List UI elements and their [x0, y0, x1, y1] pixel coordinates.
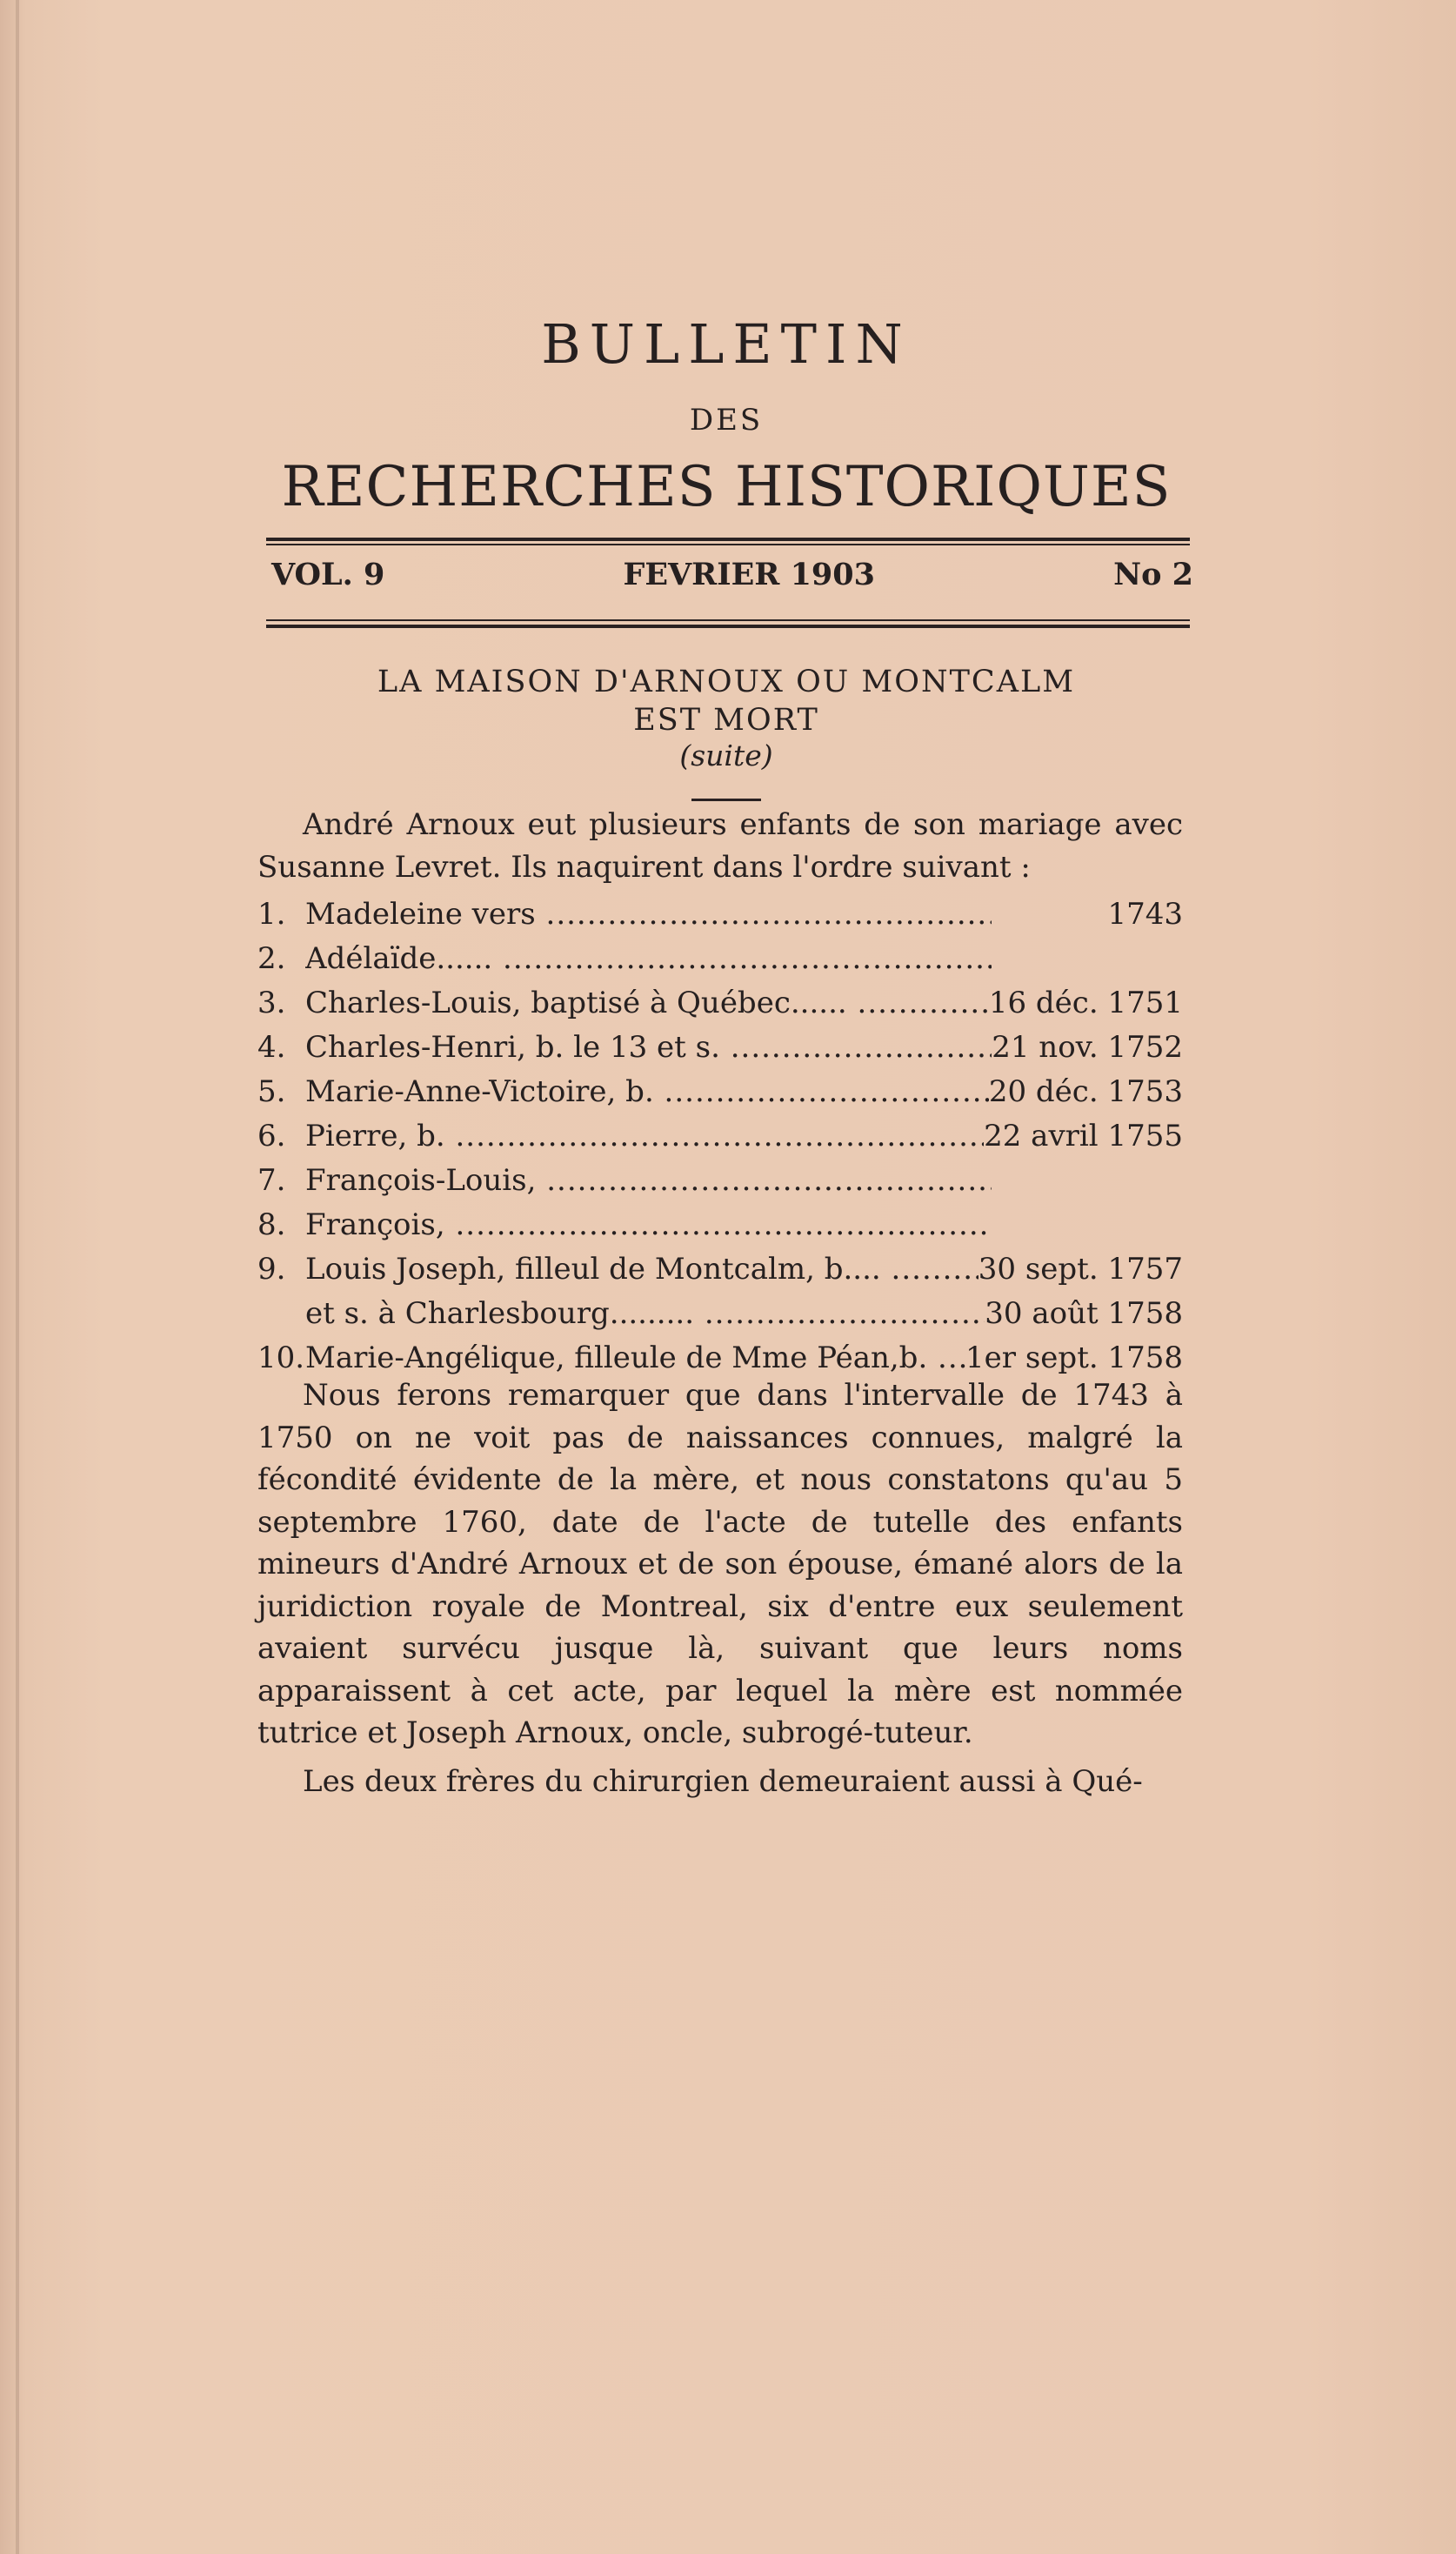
list-item [257, 1292, 1183, 1336]
header-rule-bottom [266, 625, 1190, 628]
list-item-name: Marie-Angélique, filleule de Mme Péan,b. ..... [305, 1336, 965, 1381]
list-item-name: Adélaïde...... ..... [305, 937, 992, 981]
list-item-number: 1. [257, 897, 286, 932]
list-item-date: 16 déc. 1751 [988, 986, 1183, 1020]
article-title-line1: LA MAISON D'ARNOUX OU MONTCALM [377, 665, 1076, 699]
list-item-number: 7. [257, 1163, 286, 1198]
book-gutter [16, 0, 19, 2554]
list-item [257, 1070, 1183, 1114]
list-item-name: Charles-Louis, baptisé à Québec...... ..... [305, 981, 989, 1026]
list-item-name: et s. à Charlesbourg......... ..... [257, 1292, 985, 1336]
list-item-number: 6. [257, 1119, 286, 1153]
body-paragraph-1: Nous ferons remarquer que dans l'intervalle de 1743 à 1750 on ne voit pas de naissances connues, malgré la fécondité évidente de la mère, et nous constatons qu'au 5 septembre 1760, date de l'acte de tutelle des enfants mineurs d'André Arnoux et de son épouse, émané alors de la juridiction royale de Montreal, six d'entre eux seulement avaient survécu jusque là, suivant que leurs noms apparaissent à cet acte, par lequel la mère est nommée tutrice et Joseph Arnoux, oncle, subrogé-tuteur. [257, 1378, 1183, 1750]
list-item-date: 1743 [1107, 897, 1183, 932]
list-item-name: François, ..... [305, 1203, 992, 1247]
list-item [257, 937, 1183, 981]
list-item-name: Pierre, b. ..... [305, 1114, 984, 1159]
journal-title-bulletin: BULLETIN [541, 312, 912, 376]
list-item-name: Marie-Anne-Victoire, b. ..... [305, 1070, 989, 1114]
list-item-number: 5. [257, 1074, 286, 1109]
list-item [257, 1159, 1183, 1203]
list-item-date [992, 1159, 1183, 1203]
list-item-number: 3. [257, 986, 286, 1020]
list-item-date: 21 nov. 1752 [992, 1030, 1183, 1065]
list-item-name: Louis Joseph, filleul de Montcalm, b.... ..... [305, 1247, 978, 1292]
body-paragraph-2: Les deux frères du chirurgien demeuraient aussi à Qué- [303, 1764, 1143, 1799]
header-rule-top [266, 538, 1190, 541]
intro-paragraph: André Arnoux eut plusieurs enfants de son mariage avec Susanne Levret. Ils naquirent dans l'ordre suivant : [257, 807, 1183, 885]
list-item-number: 8. [257, 1207, 286, 1242]
header-rule-top-thin [266, 544, 1190, 545]
list-item-number: 9. [257, 1252, 286, 1287]
list-item-name: Madeleine vers ..... [305, 893, 992, 937]
article-subtitle: (suite) [679, 739, 773, 772]
list-item-date: 22 avril 1755 [984, 1119, 1183, 1153]
list-item-name: Charles-Henri, b. le 13 et s. ..... [305, 1026, 992, 1070]
list-item-date [992, 937, 1183, 981]
volume-label: VOL. 9 [271, 557, 385, 592]
list-item-number: 10. [257, 1341, 305, 1375]
list-item-date: 30 sept. 1757 [978, 1252, 1183, 1287]
list-item-date: 1er sept. 1758 [965, 1341, 1183, 1375]
issue-date: FEVRIER 1903 [623, 557, 875, 592]
list-item-date: 20 déc. 1753 [988, 1074, 1183, 1109]
list-item [257, 1026, 1183, 1070]
list-item [257, 1203, 1183, 1247]
children-list [257, 893, 1183, 1381]
list-item [257, 893, 1183, 937]
header-rule-bottom-thin [266, 619, 1190, 621]
list-item-number: 2. [257, 941, 286, 976]
list-item [257, 1247, 1183, 1292]
list-item-name: François-Louis, ..... [305, 1159, 992, 1203]
article-title-line2: EST MORT [633, 703, 819, 738]
article-title [261, 663, 1192, 739]
journal-title-main: RECHERCHES HISTORIQUES [281, 455, 1172, 519]
list-item-number: 4. [257, 1030, 286, 1065]
title-divider [691, 799, 761, 801]
journal-title-des: DES [689, 403, 764, 438]
list-item-date [992, 1203, 1183, 1247]
issue-line [271, 559, 1193, 590]
list-item-date: 30 août 1758 [985, 1296, 1183, 1331]
list-item [257, 981, 1183, 1026]
issue-number: No 2 [1113, 557, 1193, 592]
list-item [257, 1114, 1183, 1159]
